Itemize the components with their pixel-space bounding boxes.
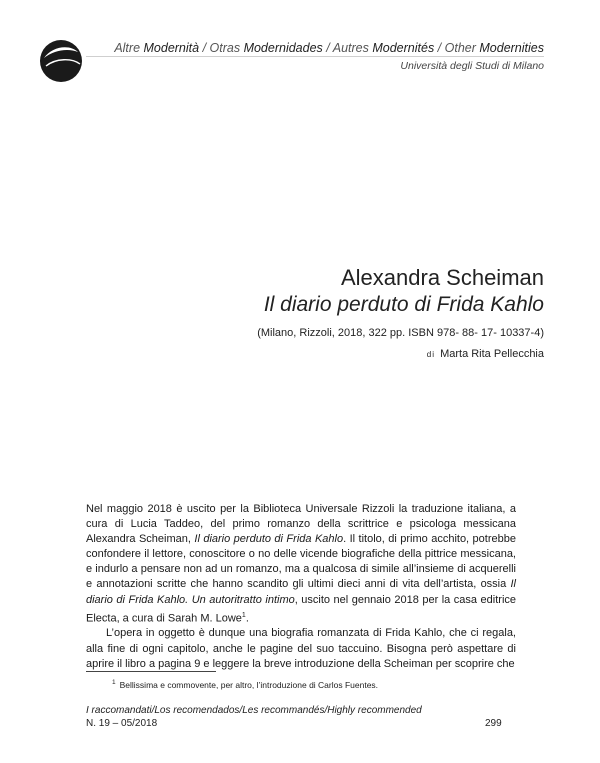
page-number: 299 bbox=[485, 718, 502, 729]
footnote-ref[interactable]: 1 bbox=[241, 611, 246, 619]
footnote-rule bbox=[86, 671, 216, 672]
footnote bbox=[86, 679, 516, 690]
p1-book-title: Il diario perduto di Frida Kahlo bbox=[194, 533, 344, 546]
p1-text-b: . Il titolo, di primo acchito, potrebbe confondere il lettore, conoscitore o no delle vicende biografiche della pittrice messicana, e indurlo a pensare non ad un romanzo, ma a qualcosa di simile all’insieme di acquerelli e annotazioni scritte che hanno scandito gli ultimi dieci anni di vita dell’artista, ossia bbox=[86, 533, 516, 591]
bibliographic-info: (Milano, Rizzoli, 2018, 322 pp. ISBN 978- 88- 17- 10337-4) bbox=[257, 327, 544, 339]
header-rule bbox=[86, 56, 544, 57]
byline-prefix: di bbox=[426, 350, 435, 359]
paragraph-2: L’opera in oggetto è dunque una biografia romanzata di Frida Kahlo, che ci regala, alla fine di ogni capitolo, anche le pagine del suo taccuino. Bisogna però aspettare di aprire il libro a pagina 9 e leggere la breve introduzione della Scheiman per scoprire che bbox=[86, 627, 516, 670]
journal-sep-2: / bbox=[322, 41, 333, 55]
university-name: Università degli Studi di Milano bbox=[400, 60, 544, 72]
footnote-mark: 1 bbox=[112, 679, 116, 686]
journal-sep-1: / bbox=[199, 41, 210, 55]
journal-part-fr-word: Modernités bbox=[372, 41, 435, 55]
journal-logo-icon bbox=[38, 38, 84, 84]
footer-issue: N. 19 – 05/2018 bbox=[86, 718, 158, 729]
journal-part-en-prefix: Other bbox=[444, 41, 480, 55]
paragraph-1 bbox=[86, 502, 516, 626]
p1-text-c: , uscito nel gennaio 2018 per la casa editrice Electa, a cura di Sarah M. Lowe bbox=[86, 593, 517, 625]
footer-series: I raccomandati/Los recomendados/Les recommandés/Highly recommended bbox=[86, 705, 422, 716]
article-body bbox=[86, 502, 516, 672]
journal-part-it-word: Modernità bbox=[143, 41, 200, 55]
journal-title bbox=[114, 41, 544, 55]
book-title: Il diario perduto di Frida Kahlo bbox=[263, 293, 544, 316]
reviewer-name: Marta Rita Pellecchia bbox=[440, 348, 544, 360]
journal-part-it-prefix: Altre bbox=[114, 41, 144, 55]
journal-part-en-word: Modernities bbox=[479, 41, 544, 55]
journal-part-fr-prefix: Autres bbox=[332, 41, 373, 55]
journal-part-es-prefix: Otras bbox=[209, 41, 244, 55]
p1-diary-title: Il diario di Frida Kahlo. Un autoritratto intimo bbox=[86, 578, 516, 606]
p1-text-d: . bbox=[245, 612, 249, 625]
book-author: Alexandra Scheiman bbox=[340, 265, 544, 290]
journal-sep-3: / bbox=[434, 41, 445, 55]
footnote-text: Bellissima e commovente, per altro, l’introduzione di Carlos Fuentes. bbox=[119, 679, 379, 690]
p1-text-a: Nel maggio 2018 è uscito per la Biblioteca Universale Rizzoli la traduzione italiana, a cura di Lucia Taddeo, del primo romanzo della scrittrice e psicologa messicana Alexandra Scheiman, bbox=[86, 503, 516, 546]
journal-logo bbox=[38, 38, 84, 84]
journal-part-es-word: Modernidades bbox=[243, 41, 323, 55]
reviewer-byline bbox=[427, 348, 544, 360]
